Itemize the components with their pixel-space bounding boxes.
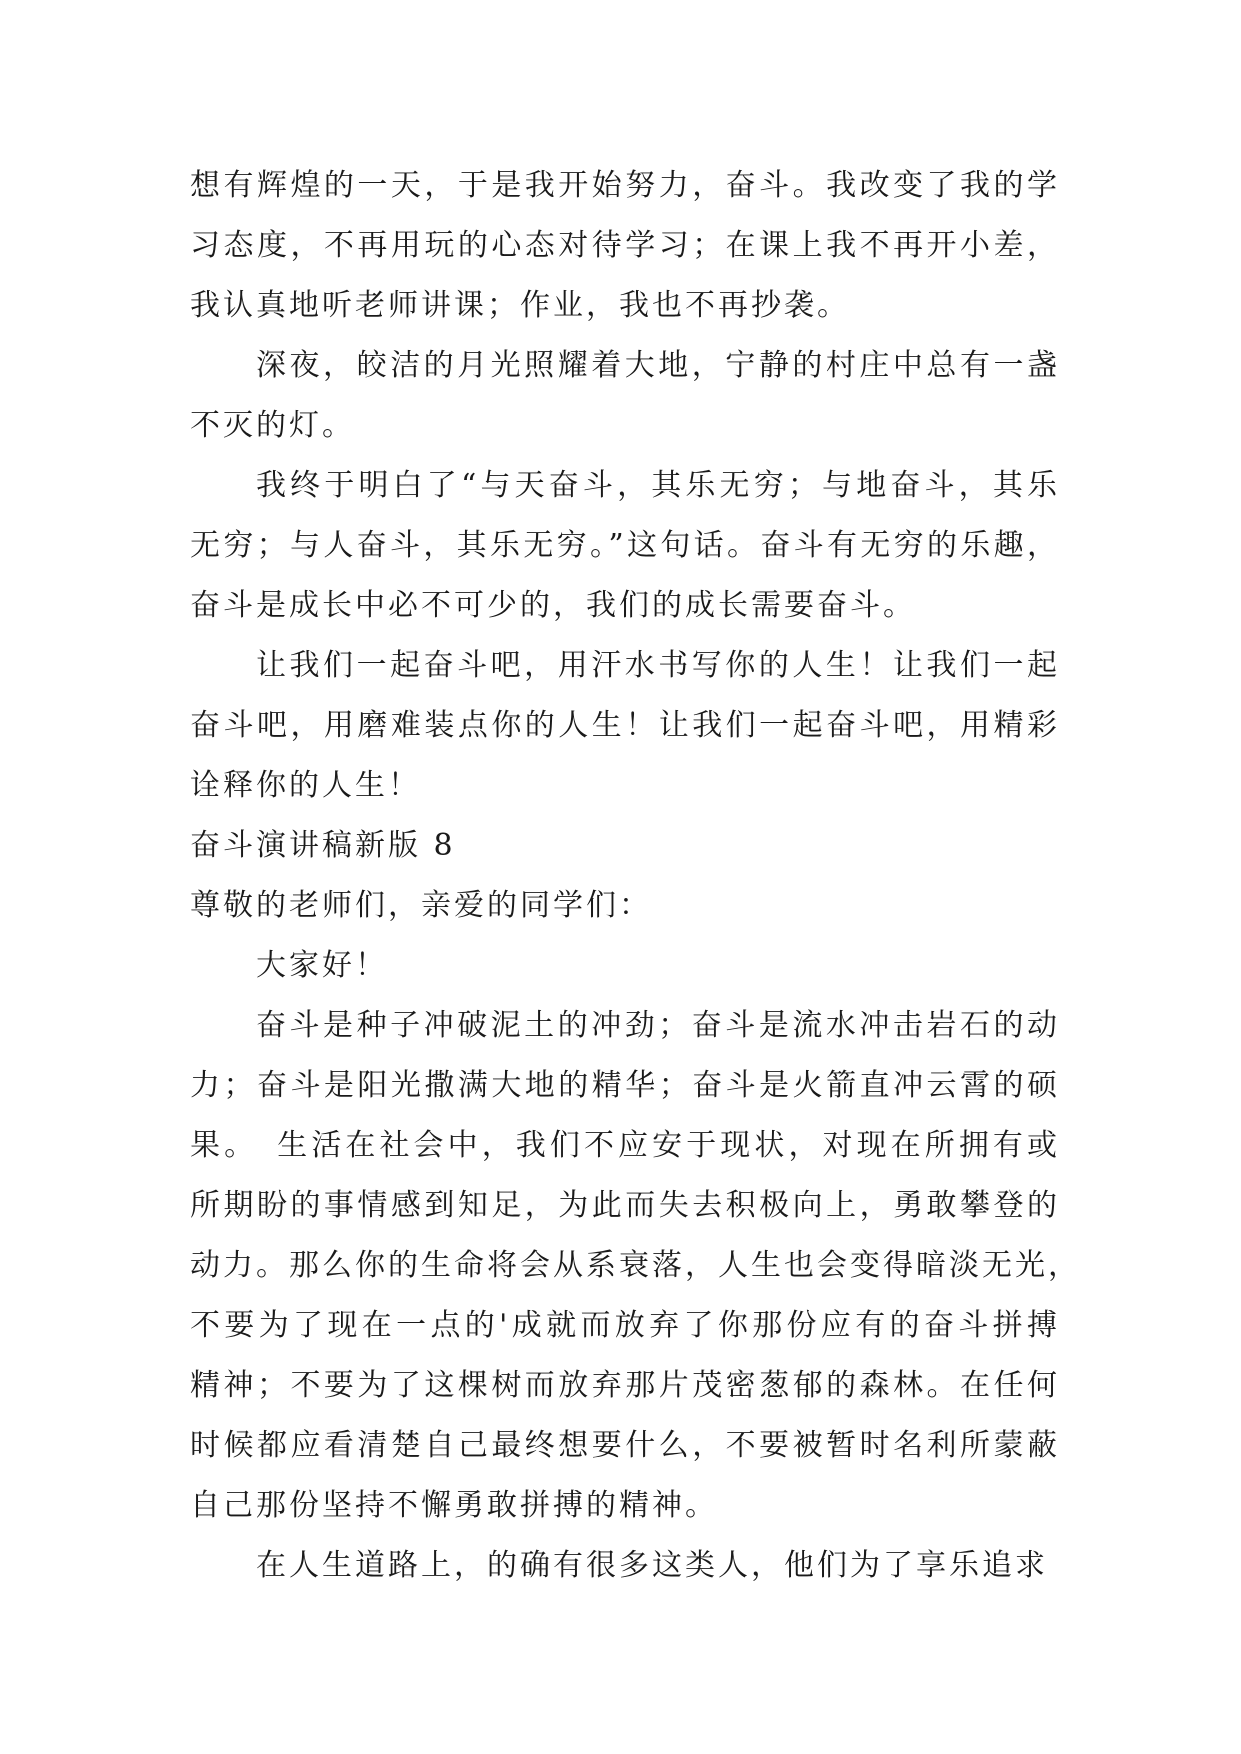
paragraph-2 xyxy=(190,336,1060,456)
text-line: 力；奋斗是阳光撒满大地的精华；奋斗是火箭直冲云霄的硕 xyxy=(190,1068,1060,1103)
paragraph-5 xyxy=(190,996,1081,1536)
text-line: 想有辉煌的一天，于是我开始努力，奋斗。我改变了我的学 xyxy=(190,168,1060,203)
text-line: 奋斗是成长中必不可少的，我们的成长需要奋斗。 xyxy=(190,588,916,623)
paragraph-6 xyxy=(190,1536,1060,1596)
paragraph-3 xyxy=(190,456,1060,636)
text-line: 不要为了现在一点的'成就而放弃了你那份应有的奋斗拼搏 xyxy=(190,1308,1060,1343)
text-line: 我认真地听老师讲课；作业，我也不再抄袭。 xyxy=(190,288,850,323)
greeting-paragraph xyxy=(190,936,1060,996)
document-body xyxy=(190,156,1081,1596)
text-line: 让我们一起奋斗吧，用汗水书写你的人生！让我们一起 xyxy=(256,648,1060,683)
section-title: 奋斗演讲稿新版 8 xyxy=(190,828,456,863)
text-line: 无穷；与人奋斗，其乐无穷。”这句话。奋斗有无穷的乐趣， xyxy=(190,528,1060,563)
text-line: 自己那份坚持不懈勇敢拼搏的精神。 xyxy=(190,1488,718,1523)
paragraph-1 xyxy=(190,156,1060,336)
text-line: 习态度，不再用玩的心态对待学习；在课上我不再开小差， xyxy=(190,228,1060,263)
paragraph-4 xyxy=(190,636,1060,816)
text-line: 精神；不要为了这棵树而放弃那片茂密葱郁的森林。在任何 xyxy=(190,1368,1060,1403)
text-line: 时候都应看清楚自己最终想要什么，不要被暂时名利所蒙蔽 xyxy=(190,1428,1060,1463)
salutation: 尊敬的老师们，亲爱的同学们： xyxy=(190,888,652,923)
text-line: 奋斗是种子冲破泥土的冲劲；奋斗是流水冲击岩石的动 xyxy=(256,1008,1060,1043)
text-line: 所期盼的事情感到知足，为此而失去积极向上，勇敢攀登的 xyxy=(190,1188,1060,1223)
text-line: 在人生道路上，的确有很多这类人，他们为了享乐追求 xyxy=(256,1548,1048,1583)
text-line: 动力。那么你的生命将会从系衰落，人生也会变得暗淡无光， xyxy=(190,1248,1081,1283)
text-line: 诠释你的人生！ xyxy=(190,768,421,803)
text-line: 奋斗吧，用磨难装点你的人生！让我们一起奋斗吧，用精彩 xyxy=(190,708,1060,743)
text-line: 我终于明白了“与天奋斗，其乐无穷；与地奋斗，其乐 xyxy=(256,468,1060,503)
text-line: 深夜，皎洁的月光照耀着大地，宁静的村庄中总有一盏 xyxy=(256,348,1060,383)
text-line: 果。 生活在社会中，我们不应安于现状，对现在所拥有或 xyxy=(190,1128,1060,1163)
greeting: 大家好！ xyxy=(256,948,388,983)
text-line: 不灭的灯。 xyxy=(190,408,355,443)
